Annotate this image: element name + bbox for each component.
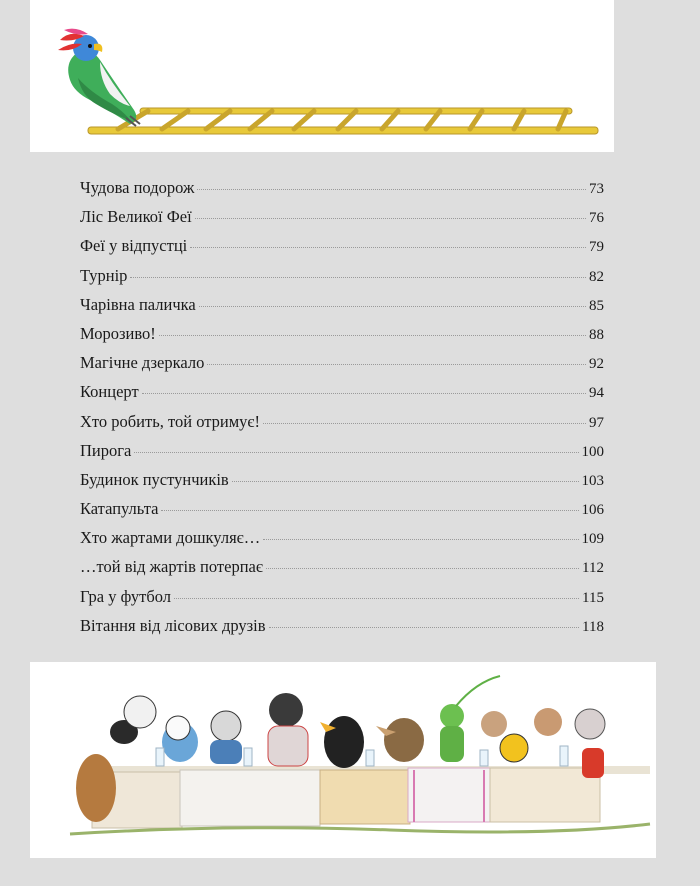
toc-entry-title: Гра у футбол [80,586,171,606]
banquet-table-icon [90,766,650,828]
toc-entry-page-number: 76 [589,210,604,227]
toc-entry-title: Пирога [80,440,132,460]
toc-entry-page-number: 115 [582,589,604,606]
parrot-icon [58,29,140,126]
toc-entry[interactable] [80,470,604,499]
toc-entry[interactable] [80,557,604,586]
dot-leader [161,510,578,511]
top-illustration-panel [30,0,614,152]
table-of-contents [80,178,604,645]
toc-entry-title: Феї у відпустці [80,236,188,256]
toc-entry-page-number: 79 [589,239,604,256]
toc-entry[interactable] [80,178,604,207]
toc-entry[interactable] [80,499,604,528]
toc-entry[interactable] [80,353,604,382]
dot-leader [159,335,586,336]
animals-at-banquet-table-illustration [30,662,656,858]
dot-leader [130,277,586,278]
toc-entry-page-number: 103 [581,472,604,489]
toc-entry-title: Магічне дзеркало [80,353,205,373]
toc-entry-title: Концерт [80,382,139,402]
dot-leader [197,189,586,190]
toc-entry[interactable] [80,324,604,353]
toc-entry-page-number: 118 [582,618,604,635]
dot-leader [199,306,586,307]
toc-entry[interactable] [80,587,604,616]
toc-entry-title: Чарівна паличка [80,294,196,314]
dot-leader [263,539,578,540]
dot-leader [232,481,579,482]
toc-entry-page-number: 100 [581,443,604,460]
toc-entry-title: Морозиво! [80,323,156,343]
toc-entry[interactable] [80,528,604,557]
toc-entry-page-number: 97 [589,414,604,431]
toc-entry-title: Катапульта [80,499,159,519]
toc-entry-page-number: 112 [582,560,604,577]
toc-entry-page-number: 85 [589,297,604,314]
dot-leader [207,364,586,365]
parrot-on-ladder-illustration [30,0,614,152]
dot-leader [190,247,586,248]
toc-entry-page-number: 109 [581,531,604,548]
toc-entry[interactable] [80,412,604,441]
toc-entry[interactable] [80,295,604,324]
dot-leader [263,423,586,424]
toc-entry-page-number: 73 [589,181,604,197]
toc-entry-title: Хто жартами дошкуляє… [80,528,261,548]
toc-entry-title: Ліс Великої Феї [80,207,192,227]
toc-entry-title: Чудова подорож [80,178,195,197]
dot-leader [266,568,579,569]
dot-leader [195,218,586,219]
toc-entry[interactable] [80,616,604,645]
toc-entry-title: Будинок пустунчиків [80,469,229,489]
toc-entry[interactable] [80,382,604,411]
toc-entry-title: …той від жартів потерпає [80,557,263,577]
toc-entry-title: Вітання від лісових друзів [80,615,266,635]
dot-leader [269,627,579,628]
toc-entry[interactable] [80,441,604,470]
dot-leader [134,452,578,453]
toc-entry[interactable] [80,236,604,265]
ladder-icon [88,108,598,134]
dot-leader [174,598,579,599]
toc-entry-title: Турнір [80,265,128,285]
toc-entry-page-number: 94 [589,385,604,402]
dot-leader [142,393,586,394]
toc-entry[interactable] [80,207,604,236]
bottom-illustration-panel [30,662,656,858]
toc-entry-page-number: 92 [589,356,604,373]
toc-entry-page-number: 82 [589,268,604,285]
toc-entry-page-number: 88 [589,326,604,343]
toc-entry-page-number: 106 [581,502,604,519]
toc-entry[interactable] [80,266,604,295]
toc-entry-title: Хто робить, той отримує! [80,411,260,431]
